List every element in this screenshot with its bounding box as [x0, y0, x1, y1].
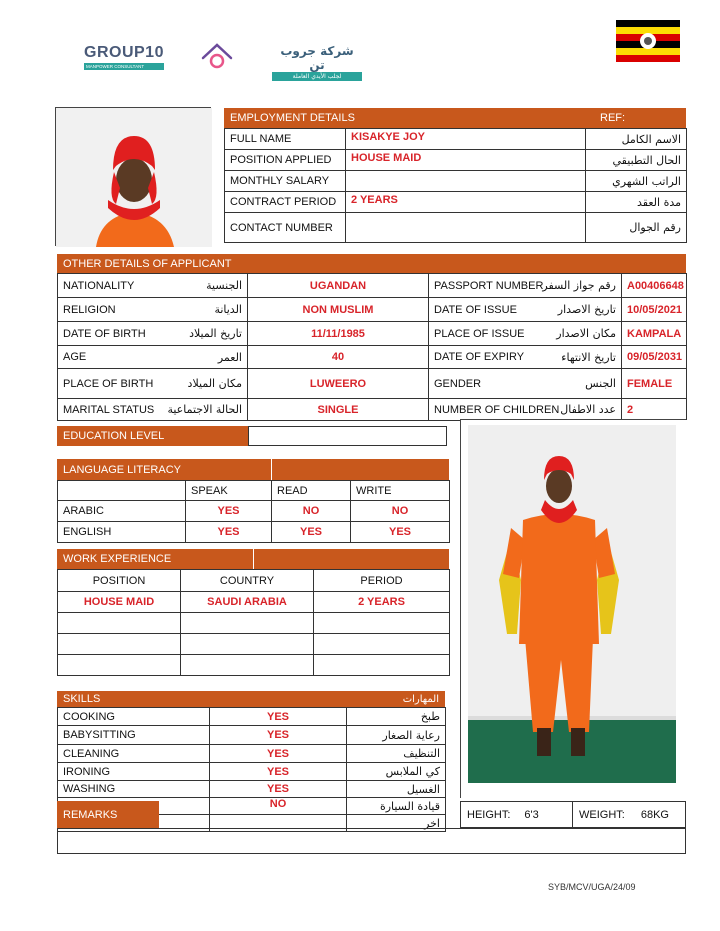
date-of-issue-value: 10/05/2021 — [622, 298, 687, 322]
work-experience-header-ext — [253, 549, 449, 569]
weight-cell — [573, 802, 685, 827]
table-row — [225, 129, 687, 150]
applicant-photo-portrait — [55, 107, 211, 246]
date-of-issue-label: DATE OF ISSUE — [429, 298, 559, 322]
other-details-title: OTHER DETAILS OF APPLICANT — [63, 257, 232, 270]
table-row — [58, 369, 687, 399]
language-literacy-header — [57, 459, 271, 480]
work-period-value: 2 YEARS — [314, 592, 450, 613]
skill-washing-value: YES — [210, 781, 347, 798]
height-label: HEIGHT: — [467, 808, 511, 821]
skill-ironing-label: IRONING — [58, 763, 210, 781]
nationality-arabic: الجنسية — [144, 274, 248, 298]
weight-value: 68KG — [640, 808, 669, 821]
place-of-issue-value: KAMPALA — [622, 322, 687, 346]
table-row — [58, 399, 687, 421]
height-cell — [461, 802, 573, 827]
education-level-value — [248, 426, 447, 446]
marital-status-arabic: الحالة الاجتماعية — [144, 399, 248, 421]
skill-other-arabic: اخر — [347, 815, 446, 832]
passport-number-value: A00406648 — [622, 274, 687, 298]
english-write-value: YES — [351, 522, 450, 543]
table-row — [225, 150, 687, 171]
table-row — [225, 192, 687, 213]
position-applied-arabic: الحال التطبيقي — [586, 150, 687, 171]
religion-arabic: الديانة — [144, 298, 248, 322]
language-literacy-header-ext — [271, 459, 449, 480]
arabic-write-value: NO — [351, 501, 450, 522]
skills-title-arabic: المهارات — [402, 693, 439, 705]
table-row — [225, 213, 687, 243]
contact-number-value — [346, 213, 586, 243]
table-row — [58, 745, 446, 763]
language-table — [57, 480, 450, 543]
arabic-logo — [272, 44, 362, 80]
full-name-arabic: الاسم الكامل — [586, 129, 687, 150]
table-row — [58, 322, 687, 346]
contact-number-label: CONTACT NUMBER — [225, 213, 346, 243]
table-row — [58, 346, 687, 369]
table-row — [58, 634, 450, 655]
group10-logo-sub: MANPOWER CONSULTANT — [84, 63, 164, 70]
employment-details-header — [224, 108, 686, 128]
skill-ironing-arabic: كي الملابس — [347, 763, 446, 781]
skill-cooking-label: COOKING — [58, 708, 210, 726]
table-row — [58, 726, 446, 745]
date-of-issue-arabic: تاريخ الاصدار — [559, 298, 622, 322]
table-row — [58, 781, 446, 798]
other-details-table — [57, 273, 687, 421]
date-of-birth-value: 11/11/1985 — [248, 322, 429, 346]
date-of-expiry-value: 09/05/2031 — [622, 346, 687, 369]
skill-ironing-value: YES — [210, 763, 347, 781]
document-code: SYB/MCV/UGA/24/09 — [548, 882, 636, 892]
arabic-logo-sub: لجلب الأيدي العاملة — [272, 72, 362, 81]
applicant-photo-full-body — [460, 419, 686, 798]
remarks-box — [57, 828, 686, 854]
work-experience-table — [57, 569, 450, 676]
skill-cleaning-label: CLEANING — [58, 745, 210, 763]
skill-cleaning-arabic: التنظيف — [347, 745, 446, 763]
period-column-header: PERIOD — [314, 570, 450, 592]
table-row — [58, 522, 450, 543]
language-arabic-label: ARABIC — [58, 501, 186, 522]
date-of-birth-arabic: تاريخ الميلاد — [144, 322, 248, 346]
contract-period-value: 2 YEARS — [346, 192, 586, 213]
skill-babysitting-label: BABYSITTING — [58, 726, 210, 745]
monthly-salary-arabic: الراتب الشهري — [586, 171, 687, 192]
table-row — [58, 592, 450, 613]
monthly-salary-label: MONTHLY SALARY — [225, 171, 346, 192]
height-value: 6'3 — [524, 808, 539, 821]
education-level-header — [57, 426, 248, 446]
employment-details-title: EMPLOYMENT DETAILS — [230, 112, 355, 124]
full-name-label: FULL NAME — [225, 129, 346, 150]
skill-babysitting-value: YES — [210, 726, 347, 745]
work-experience-header — [57, 549, 253, 569]
number-of-children-label: NUMBER OF CHILDREN — [429, 399, 559, 421]
language-col-blank — [58, 481, 186, 501]
table-row — [58, 763, 446, 781]
marital-status-value: SINGLE — [248, 399, 429, 421]
gender-value: FEMALE — [622, 369, 687, 399]
remarks-title: REMARKS — [63, 808, 118, 821]
work-experience-title: WORK EXPERIENCE — [63, 553, 172, 565]
position-applied-label: POSITION APPLIED — [225, 150, 346, 171]
table-row — [58, 613, 450, 634]
nationality-label: NATIONALITY — [58, 274, 144, 298]
skill-babysitting-arabic: رعاية الصغار — [347, 726, 446, 745]
monthly-salary-value — [346, 171, 586, 192]
place-of-birth-arabic: مكان الميلاد — [144, 369, 248, 399]
number-of-children-arabic: عدد الاطفال — [559, 399, 622, 421]
passport-number-label: PASSPORT NUMBER — [429, 274, 559, 298]
table-row — [58, 298, 687, 322]
religion-value: NON MUSLIM — [248, 298, 429, 322]
arabic-speak-value: YES — [186, 501, 272, 522]
nationality-value: UGANDAN — [248, 274, 429, 298]
skill-washing-label: WASHING — [58, 781, 210, 798]
english-read-value: YES — [272, 522, 351, 543]
contact-number-arabic: رقم الجوال — [586, 213, 687, 243]
weight-label: WEIGHT: — [579, 808, 625, 821]
position-column-header: POSITION — [58, 570, 181, 592]
table-row — [58, 274, 687, 298]
place-of-issue-arabic: مكان الاصدار — [559, 322, 622, 346]
table-row — [58, 501, 450, 522]
write-column-header: WRITE — [351, 481, 450, 501]
place-of-birth-label: PLACE OF BIRTH — [58, 369, 144, 399]
position-applied-value: HOUSE MAID — [346, 150, 586, 171]
read-column-header: READ — [272, 481, 351, 501]
uganda-flag — [616, 20, 680, 62]
country-column-header: COUNTRY — [181, 570, 314, 592]
date-of-expiry-arabic: تاريخ الانتهاء — [559, 346, 622, 369]
place-of-issue-label: PLACE OF ISSUE — [429, 322, 559, 346]
skills-header — [57, 691, 445, 707]
house-emblem-icon — [200, 42, 234, 72]
arabic-read-value: NO — [272, 501, 351, 522]
height-weight-box — [460, 801, 686, 828]
marital-status-label: MARITAL STATUS — [58, 399, 144, 421]
gender-label: GENDER — [429, 369, 559, 399]
number-of-children-value: 2 — [622, 399, 687, 421]
date-of-birth-label: DATE OF BIRTH — [58, 322, 144, 346]
language-english-label: ENGLISH — [58, 522, 186, 543]
place-of-birth-value: LUWEERO — [248, 369, 429, 399]
employment-details-table — [224, 128, 687, 243]
work-position-value: HOUSE MAID — [58, 592, 181, 613]
english-speak-value: YES — [186, 522, 272, 543]
table-row — [58, 481, 450, 501]
language-literacy-title: LANGUAGE LITERACY — [63, 463, 181, 476]
education-level-title: EDUCATION LEVEL — [63, 430, 165, 442]
date-of-expiry-label: DATE OF EXPIRY — [429, 346, 559, 369]
religion-label: RELIGION — [58, 298, 144, 322]
table-row — [58, 655, 450, 676]
speak-column-header: SPEAK — [186, 481, 272, 501]
skill-driving-arabic: قيادة السيارة — [347, 798, 446, 815]
arabic-logo-text: شركة جروب تن — [280, 44, 354, 72]
table-row — [58, 570, 450, 592]
gender-arabic: الجنس — [559, 369, 622, 399]
age-label: AGE — [58, 346, 144, 369]
skill-cooking-value: YES — [210, 708, 347, 726]
group10-logo — [84, 44, 164, 72]
work-country-value: SAUDI ARABIA — [181, 592, 314, 613]
other-details-header — [57, 254, 686, 273]
contract-period-label: CONTRACT PERIOD — [225, 192, 346, 213]
skill-washing-arabic: الغسيل — [347, 781, 446, 798]
skill-driving-value: NO — [210, 798, 347, 815]
skill-cooking-arabic: طبخ — [347, 708, 446, 726]
skills-title: SKILLS — [63, 693, 101, 705]
contract-period-arabic: مدة العقد — [586, 192, 687, 213]
table-row — [58, 708, 446, 726]
full-name-value: KISAKYE JOY — [346, 129, 586, 150]
skill-cleaning-value: YES — [210, 745, 347, 763]
remarks-header — [57, 801, 159, 828]
age-arabic: العمر — [144, 346, 248, 369]
table-row — [225, 171, 687, 192]
group10-logo-text: GROUP10 — [84, 44, 164, 61]
ref-label: REF: — [600, 112, 626, 124]
age-value: 40 — [248, 346, 429, 369]
passport-number-arabic: رقم جواز السفر — [559, 274, 622, 298]
